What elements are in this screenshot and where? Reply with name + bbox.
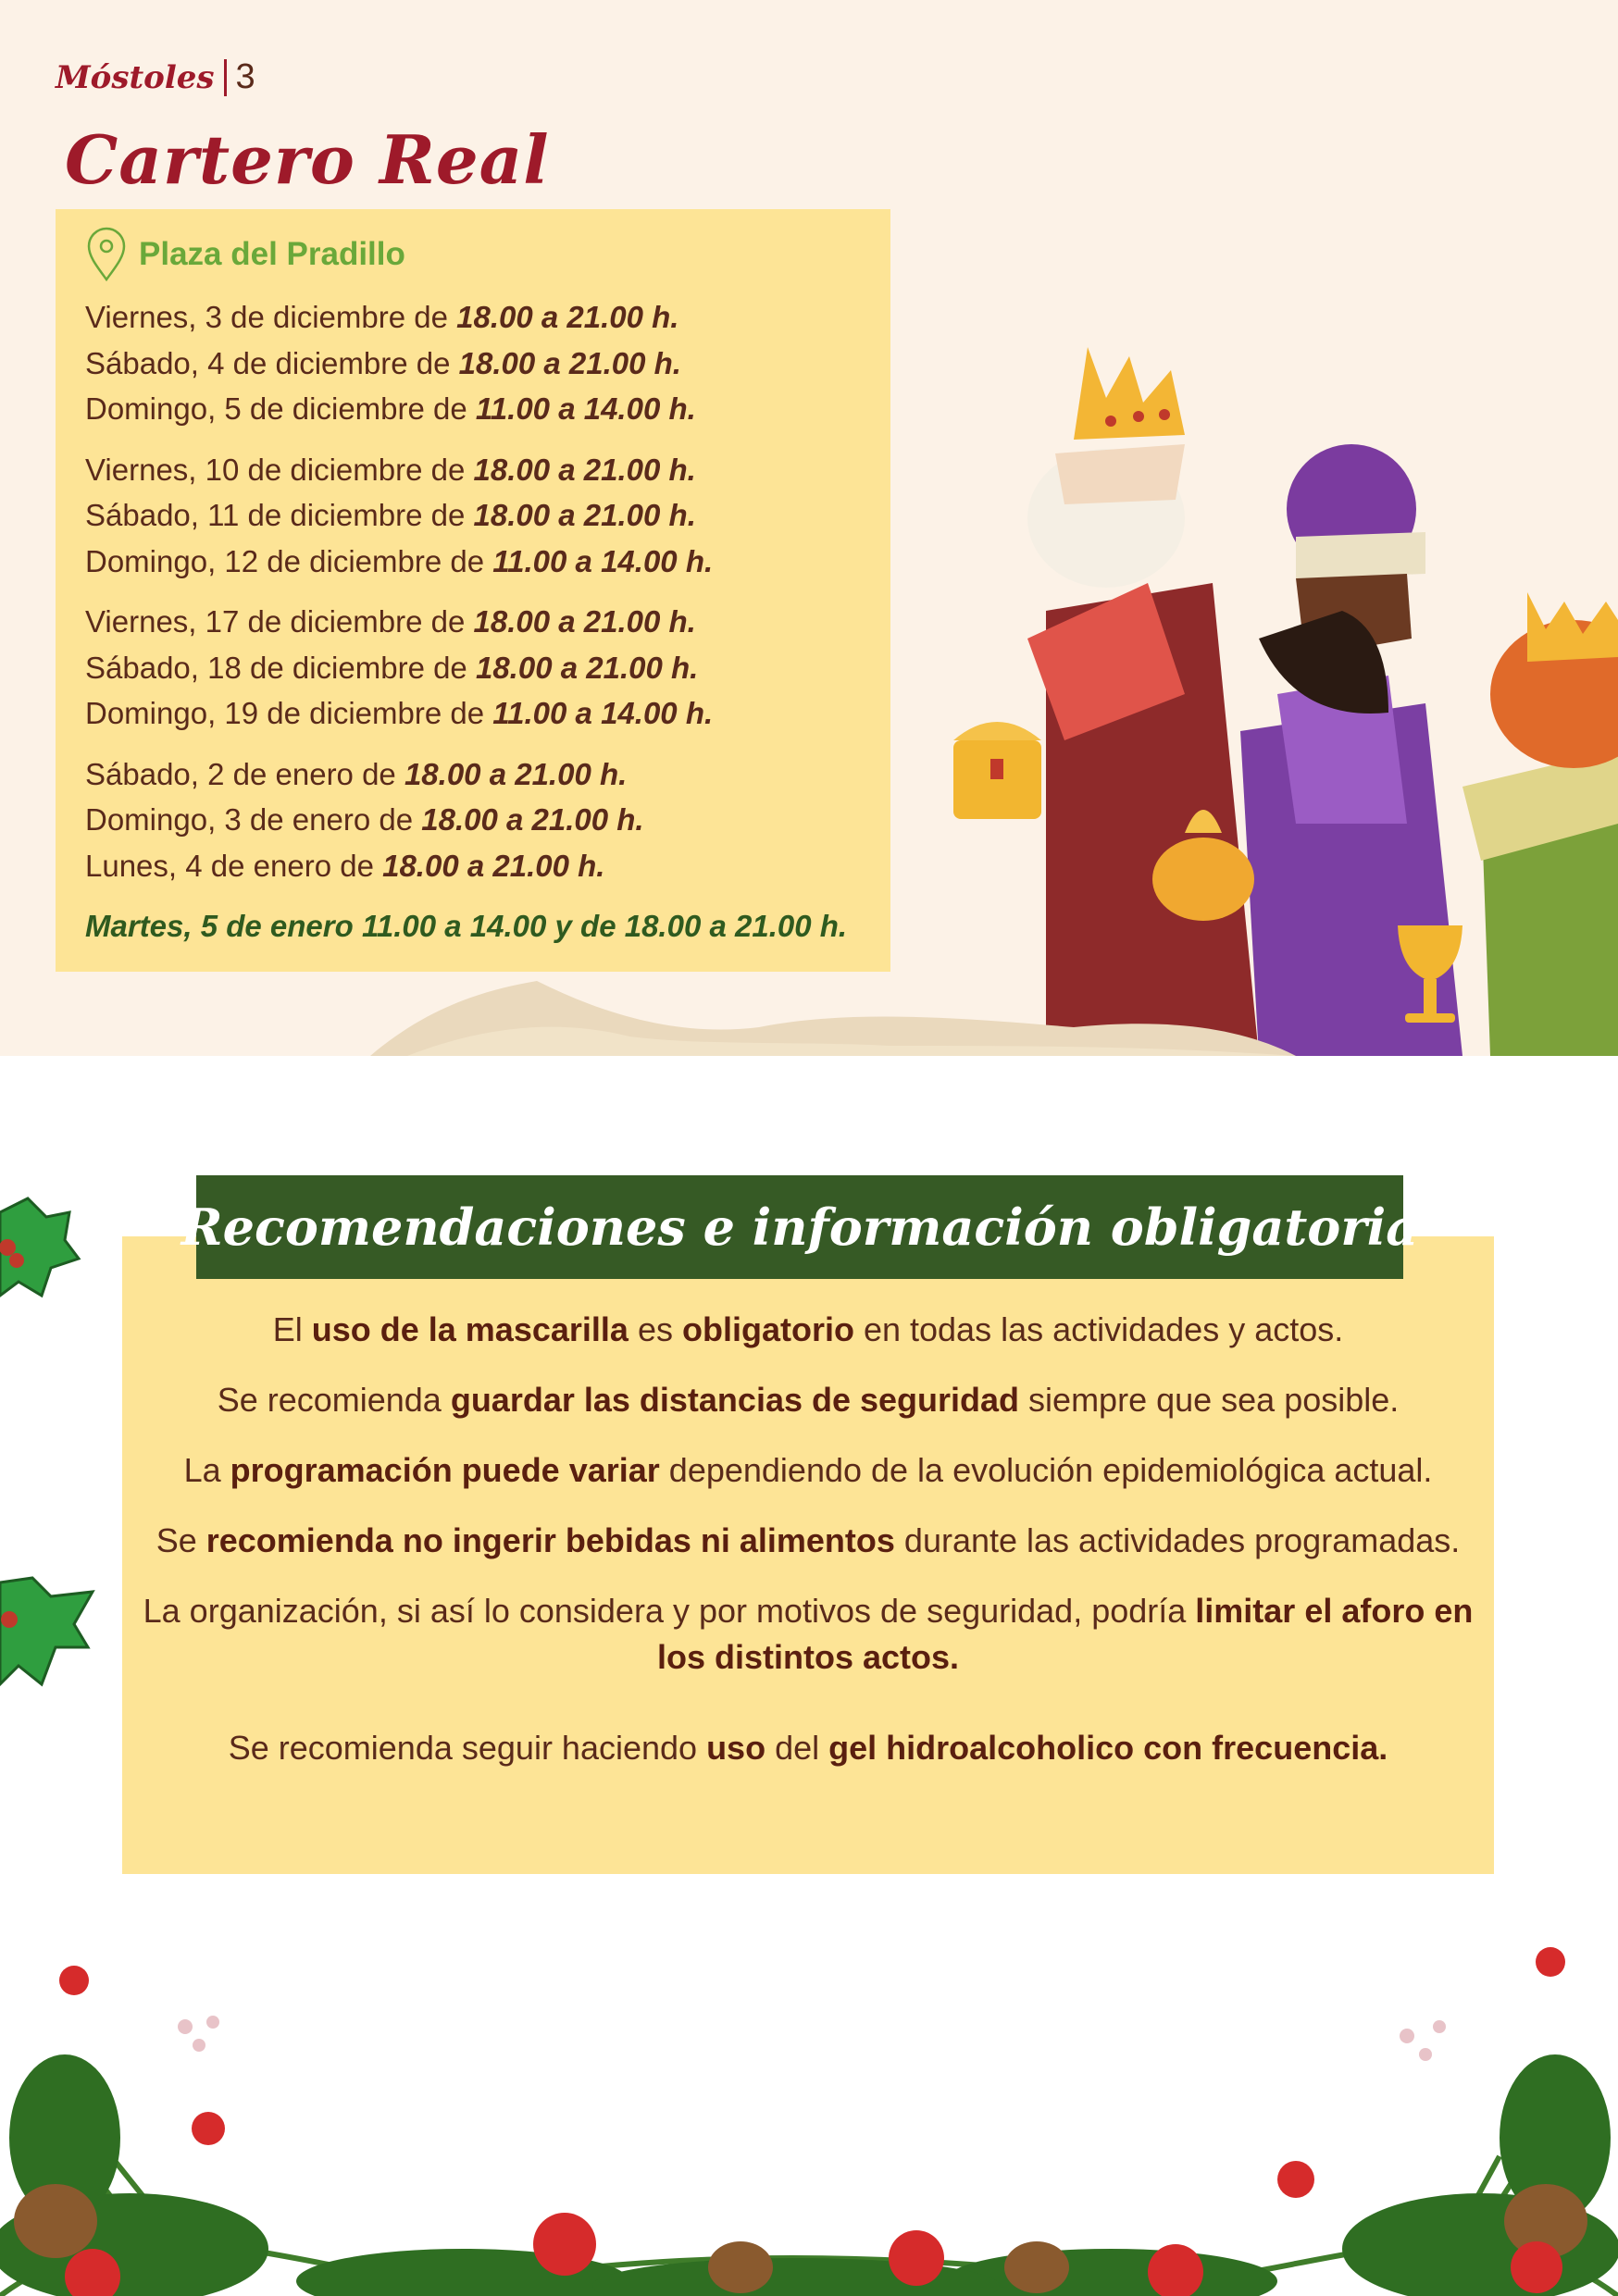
recommendation-emphasis: programación puede variar bbox=[230, 1451, 660, 1489]
recommendations-title-banner bbox=[180, 1175, 1419, 1279]
schedule-day: Sábado, 18 de diciembre de bbox=[85, 650, 476, 685]
schedule-day: Domingo, 19 de diciembre de bbox=[85, 696, 493, 730]
schedule-time: 18.00 a 21.00 h. bbox=[421, 802, 644, 837]
recommendation-emphasis: limitar el aforo en los distintos actos. bbox=[656, 1592, 1474, 1676]
schedule-line bbox=[85, 843, 890, 889]
recommendation-text: El bbox=[272, 1310, 312, 1348]
venue-name: Plaza del Pradillo bbox=[139, 236, 405, 272]
schedule-line bbox=[85, 797, 890, 843]
schedule-group bbox=[85, 751, 890, 889]
schedule-time: 18.00 a 21.00 h. bbox=[473, 452, 696, 487]
schedule-time: 11.00 a 14.00 h. bbox=[492, 696, 714, 730]
recommendation-text: Se recomienda bbox=[217, 1381, 451, 1419]
schedule-line bbox=[85, 645, 890, 691]
recommendation-emphasis: gel hidroalcoholico con frecuencia. bbox=[828, 1729, 1388, 1767]
christmas-garland bbox=[0, 1916, 1618, 2296]
recommendation-emphasis: guardar las distancias de seguridad bbox=[450, 1381, 1020, 1419]
schedule-day: Domingo, 12 de diciembre de bbox=[85, 543, 493, 578]
schedule-time: 18.00 a 21.00 h. bbox=[456, 300, 679, 334]
recommendation-item bbox=[141, 1588, 1475, 1681]
recommendation-text: durante las actividades programadas. bbox=[894, 1521, 1461, 1559]
schedule-line bbox=[85, 294, 890, 341]
page-number: 3 bbox=[235, 57, 255, 96]
three-kings-illustration bbox=[907, 305, 1618, 1056]
recommendations-title: Recomendaciones e información obligatoria bbox=[180, 1198, 1419, 1257]
recommendation-emphasis: obligatorio bbox=[681, 1310, 854, 1348]
page-header bbox=[56, 57, 255, 97]
header-divider bbox=[224, 59, 227, 96]
schedule-time: 18.00 a 21.00 h. bbox=[475, 650, 699, 685]
recommendation-emphasis: recomienda no ingerir bebidas ni alimentos bbox=[205, 1521, 895, 1559]
recommendation-item bbox=[141, 1518, 1475, 1564]
schedule-time: 18.00 a 21.00 h. bbox=[473, 498, 696, 532]
page-title: Cartero Real bbox=[65, 120, 550, 199]
schedule-time: 11.00 a 14.00 h. bbox=[475, 391, 696, 426]
schedule-day: Viernes, 3 de diciembre de bbox=[85, 300, 457, 334]
recommendation-item bbox=[141, 1307, 1475, 1353]
recommendation-emphasis: uso bbox=[706, 1729, 766, 1767]
schedule-line bbox=[85, 599, 890, 645]
recommendations-list bbox=[141, 1307, 1475, 1795]
schedule-day: Lunes, 4 de enero de bbox=[85, 848, 383, 883]
recommendation-text: en todas las actividades y actos. bbox=[853, 1310, 1344, 1348]
schedule-day: Sábado, 11 de diciembre de bbox=[85, 498, 474, 532]
recommendation-text: La organización, si así lo considera y por motivos de seguridad, podría bbox=[143, 1592, 1196, 1630]
recommendation-item bbox=[141, 1377, 1475, 1423]
schedule-line bbox=[85, 539, 890, 585]
schedule-line bbox=[85, 341, 890, 387]
sand-dunes-decoration bbox=[370, 953, 1296, 1056]
schedule-line bbox=[85, 447, 890, 493]
recommendation-text: siempre que sea posible. bbox=[1019, 1381, 1400, 1419]
schedule-line bbox=[85, 492, 890, 539]
schedule-group bbox=[85, 294, 890, 432]
venue bbox=[85, 215, 890, 294]
recommendation-emphasis: uso de la mascarilla bbox=[311, 1310, 629, 1348]
recommendation-text: La bbox=[183, 1451, 230, 1489]
schedule-line bbox=[85, 751, 890, 798]
schedule-box bbox=[56, 209, 890, 972]
schedule-list bbox=[85, 294, 890, 888]
schedule-line bbox=[85, 690, 890, 737]
schedule-group bbox=[85, 599, 890, 737]
holly-icon bbox=[0, 1194, 83, 1333]
schedule-day: Sábado, 4 de diciembre de bbox=[85, 345, 459, 380]
recommendation-text: del bbox=[765, 1729, 829, 1767]
holly-icon bbox=[0, 1573, 102, 1694]
schedule-day: Sábado, 2 de enero de bbox=[85, 756, 404, 791]
top-section bbox=[0, 0, 1618, 1056]
location-pin-icon bbox=[85, 227, 128, 282]
schedule-line bbox=[85, 386, 890, 432]
recommendation-item bbox=[141, 1725, 1475, 1771]
schedule-day: Domingo, 5 de diciembre de bbox=[85, 391, 476, 426]
schedule-time: 11.00 a 14.00 h. bbox=[492, 543, 714, 578]
schedule-time: 18.00 a 21.00 h. bbox=[458, 345, 681, 380]
schedule-day: Domingo, 3 de enero de bbox=[85, 802, 422, 837]
final-date-line: Martes, 5 de enero 11.00 a 14.00 y de 18.00 a 21.00 h. bbox=[85, 909, 848, 943]
town-name: Móstoles bbox=[56, 58, 215, 96]
recommendation-item bbox=[141, 1447, 1475, 1494]
schedule-group bbox=[85, 447, 890, 585]
recommendation-text: es bbox=[628, 1310, 682, 1348]
recommendation-text: Se bbox=[156, 1521, 206, 1559]
recommendation-text: dependiendo de la evolución epidemiológica actual. bbox=[659, 1451, 1433, 1489]
schedule-day: Viernes, 10 de diciembre de bbox=[85, 452, 474, 487]
schedule-time: 18.00 a 21.00 h. bbox=[404, 756, 628, 791]
recommendation-text: Se recomienda seguir haciendo bbox=[228, 1729, 707, 1767]
schedule-day: Viernes, 17 de diciembre de bbox=[85, 604, 474, 639]
schedule-time: 18.00 a 21.00 h. bbox=[473, 604, 696, 639]
schedule-time: 18.00 a 21.00 h. bbox=[382, 848, 605, 883]
